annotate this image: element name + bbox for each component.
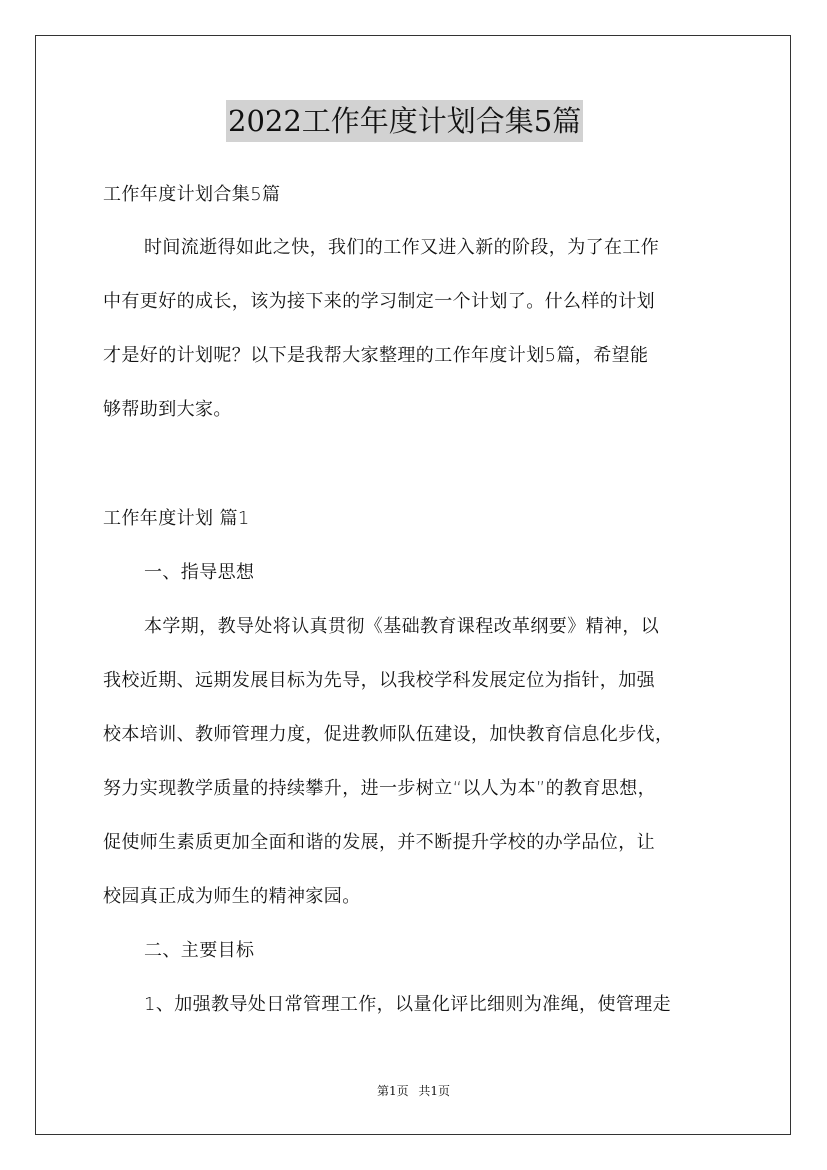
section-heading: 工作年度计划 篇1: [103, 508, 250, 529]
part1-line-3: 校本培训、教师管理力度，促进教师队伍建设，加快教育信息化步伐，: [103, 724, 674, 745]
part1-line-1: 本学期，教导处将认真贯彻《基础教育课程改革纲要》精神，以: [144, 616, 660, 637]
intro-line-4: 够帮助到大家。: [103, 399, 232, 420]
part1-line-4: 努力实现教学质量的持续攀升，进一步树立“以人为本”的教育思想，: [103, 778, 657, 799]
part2-line-1: 1、加强教导处日常管理工作，以量化评比细则为准绳，使管理走: [144, 994, 672, 1015]
intro-line-2: 中有更好的成长，该为接下来的学习制定一个计划了。什么样的计划: [103, 291, 655, 312]
part1-line-2: 我校近期、远期发展目标为先导，以我校学科发展定位为指针，加强: [103, 670, 655, 691]
part1-line-6: 校园真正成为师生的精神家园。: [103, 886, 361, 907]
intro-line-3: 才是好的计划呢？以下是我帮大家整理的工作年度计划5篇，希望能: [103, 345, 649, 366]
part1-line-5: 促使师生素质更加全面和谐的发展，并不断提升学校的办学品位，让: [103, 832, 655, 853]
page-number: 第1页: [376, 1084, 409, 1098]
part1-heading: 一、指导思想: [144, 562, 255, 583]
intro-line-1: 时间流逝得如此之快，我们的工作又进入新的阶段，为了在工作: [144, 237, 660, 258]
page-total: 共1页: [418, 1084, 451, 1098]
page-footer: [0, 1083, 827, 1099]
document-subtitle: 工作年度计划合集5篇: [103, 184, 281, 205]
part2-heading: 二、主要目标: [144, 940, 255, 961]
document-title: 2022工作年度计划合集5篇: [226, 100, 583, 142]
